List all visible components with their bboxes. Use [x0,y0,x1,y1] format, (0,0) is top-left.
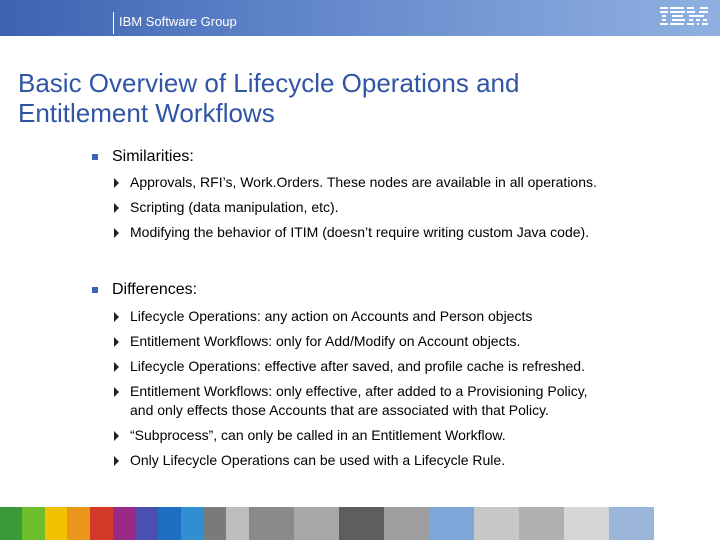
triangle-bullet-icon [114,228,119,238]
list-item: Modifying the behavior of ITIM (doesn’t require writing custom Java code). [92,223,692,242]
footer-tile [181,507,203,540]
footer-tile [249,507,294,540]
square-bullet-icon [92,287,98,293]
footer-tile [429,507,474,540]
triangle-bullet-icon [114,431,119,441]
triangle-bullet-icon [114,456,119,466]
footer-tile [158,507,181,540]
list-item: Lifecycle Operations: any action on Accounts and Person objects [92,307,692,326]
footer-tile [339,507,384,540]
footer-tile [519,507,564,540]
footer-tile [384,507,429,540]
header-divider [113,12,114,34]
triangle-bullet-icon [114,387,119,397]
list-item: Only Lifecycle Operations can be used with a Lifecycle Rule. [92,451,692,470]
group-label: IBM Software Group [119,14,237,29]
list-item: “Subprocess”, can only be called in an Entitlement Workflow. [92,426,692,445]
footer-tile [203,507,226,540]
triangle-bullet-icon [114,178,119,188]
section-heading: Differences: [92,281,692,301]
ibm-logo-icon [660,7,708,25]
footer-tile [135,507,158,540]
slide-title-line-1: Basic Overview of Lifecycle Operations and [18,68,520,98]
triangle-bullet-icon [114,312,119,322]
triangle-bullet-icon [114,337,119,347]
header-bar [0,0,720,36]
footer-tile [45,507,67,540]
list-item: Scripting (data manipulation, etc). [92,198,692,217]
slide-title-line-2: Entitlement Workflows [18,98,275,128]
footer-tile [609,507,654,540]
footer-tile [226,507,249,540]
list-item: Approvals, RFI’s, Work.Orders. These nodes are available in all operations. [92,173,692,192]
footer-tile [474,507,519,540]
footer-tile [0,507,22,540]
list-item: Entitlement Workflows: only effective, after added to a Provisioning Policy, and only effects those Accounts that are associated with that Policy. [92,382,692,420]
section-heading: Similarities: [92,148,692,168]
footer-tile [294,507,339,540]
footer-tile [113,507,135,540]
triangle-bullet-icon [114,362,119,372]
square-bullet-icon [92,154,98,160]
slide-title [18,68,708,128]
list-item: Entitlement Workflows: only for Add/Modify on Account objects. [92,332,692,351]
footer-tile [67,507,90,540]
footer-tile [22,507,45,540]
triangle-bullet-icon [114,203,119,213]
list-item: Lifecycle Operations: effective after saved, and profile cache is refreshed. [92,357,692,376]
footer-strip [0,507,720,540]
footer-tile [564,507,609,540]
differences-section [92,281,692,470]
footer-tile [90,507,113,540]
similarities-section [92,148,692,242]
